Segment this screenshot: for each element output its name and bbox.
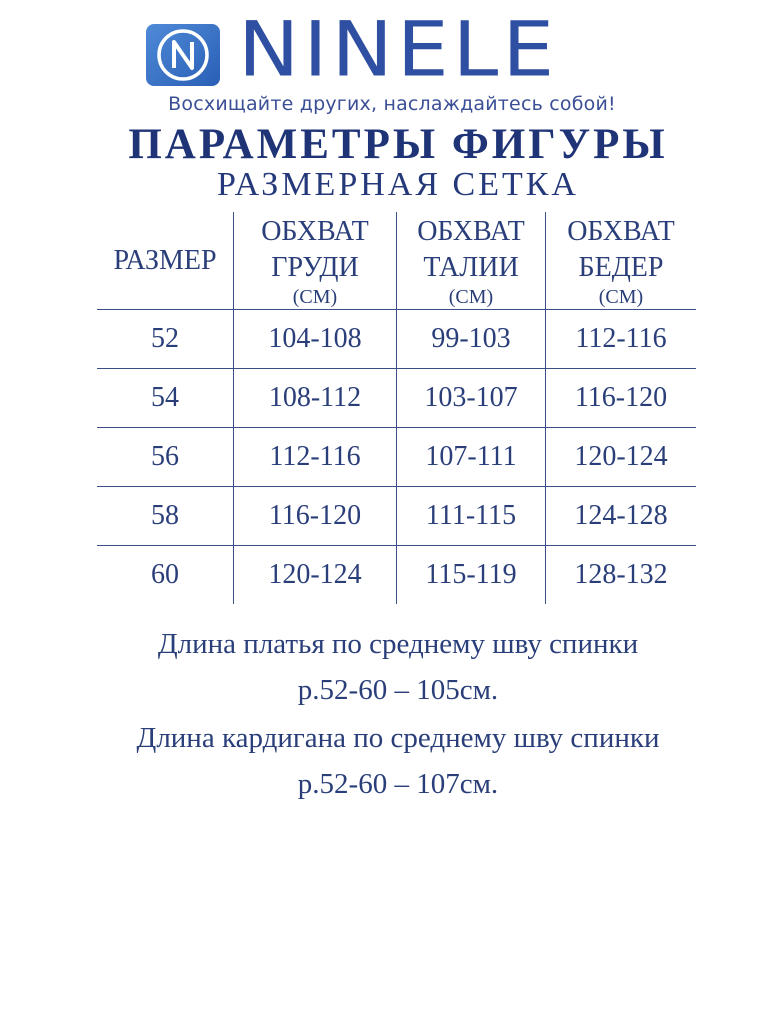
cell-waist: 115-119 xyxy=(397,546,546,605)
table-row xyxy=(97,310,696,369)
header-hips-line1: ОБХВАТ xyxy=(567,215,675,247)
cell-size: 52 xyxy=(97,310,234,369)
brand-tagline: Восхищайте других, наслаждайтесь собой! xyxy=(168,93,616,115)
header-bust-line2: ГРУДИ xyxy=(271,251,359,283)
header-bust xyxy=(234,212,397,310)
page-subtitle: РАЗМЕРНАЯ СЕТКА xyxy=(217,166,579,203)
header-hips-line2: БЕДЕР xyxy=(578,251,664,283)
cell-waist: 99-103 xyxy=(397,310,546,369)
cell-bust: 112-116 xyxy=(234,428,397,487)
header-waist xyxy=(397,212,546,310)
brand-name: NINELE xyxy=(238,6,559,94)
header-waist-line2: ТАЛИИ xyxy=(423,251,519,283)
cell-bust: 120-124 xyxy=(234,546,397,605)
table-row xyxy=(97,369,696,428)
size-chart-table xyxy=(97,212,696,604)
page-title: ПАРАМЕТРЫ ФИГУРЫ xyxy=(128,121,668,168)
header-hips xyxy=(546,212,697,310)
cell-hips: 112-116 xyxy=(546,310,697,369)
header-size xyxy=(97,212,234,310)
cell-waist: 111-115 xyxy=(397,487,546,546)
dress-length-note: Длина платья по среднему шву спинки xyxy=(157,628,639,660)
n-monogram-icon xyxy=(144,22,222,88)
cell-hips: 120-124 xyxy=(546,428,697,487)
table-header-row xyxy=(97,212,696,310)
table-row xyxy=(97,546,696,605)
header-waist-unit: (СМ) xyxy=(448,285,494,308)
cell-size: 54 xyxy=(97,369,234,428)
brand-header xyxy=(0,6,768,94)
header-waist-line1: ОБХВАТ xyxy=(417,215,525,247)
cell-size: 58 xyxy=(97,487,234,546)
header-bust-unit: (СМ) xyxy=(292,285,338,308)
cell-bust: 104-108 xyxy=(234,310,397,369)
table-row xyxy=(97,487,696,546)
header-hips-unit: (СМ) xyxy=(598,285,644,308)
table-row xyxy=(97,428,696,487)
cell-hips: 116-120 xyxy=(546,369,697,428)
cell-hips: 124-128 xyxy=(546,487,697,546)
cell-bust: 108-112 xyxy=(234,369,397,428)
cardigan-length-note: Длина кардигана по среднему шву спинки xyxy=(136,722,660,754)
cell-size: 56 xyxy=(97,428,234,487)
dress-length-value: р.52-60 – 105см. xyxy=(297,674,499,706)
header-bust-line1: ОБХВАТ xyxy=(261,215,369,247)
cell-waist: 103-107 xyxy=(397,369,546,428)
cell-hips: 128-132 xyxy=(546,546,697,605)
cardigan-length-value: р.52-60 – 107см. xyxy=(297,768,499,800)
cell-size: 60 xyxy=(151,559,179,590)
header-size-label: РАЗМЕР xyxy=(113,244,217,276)
cell-bust: 116-120 xyxy=(234,487,397,546)
cell-waist: 107-111 xyxy=(397,428,546,487)
